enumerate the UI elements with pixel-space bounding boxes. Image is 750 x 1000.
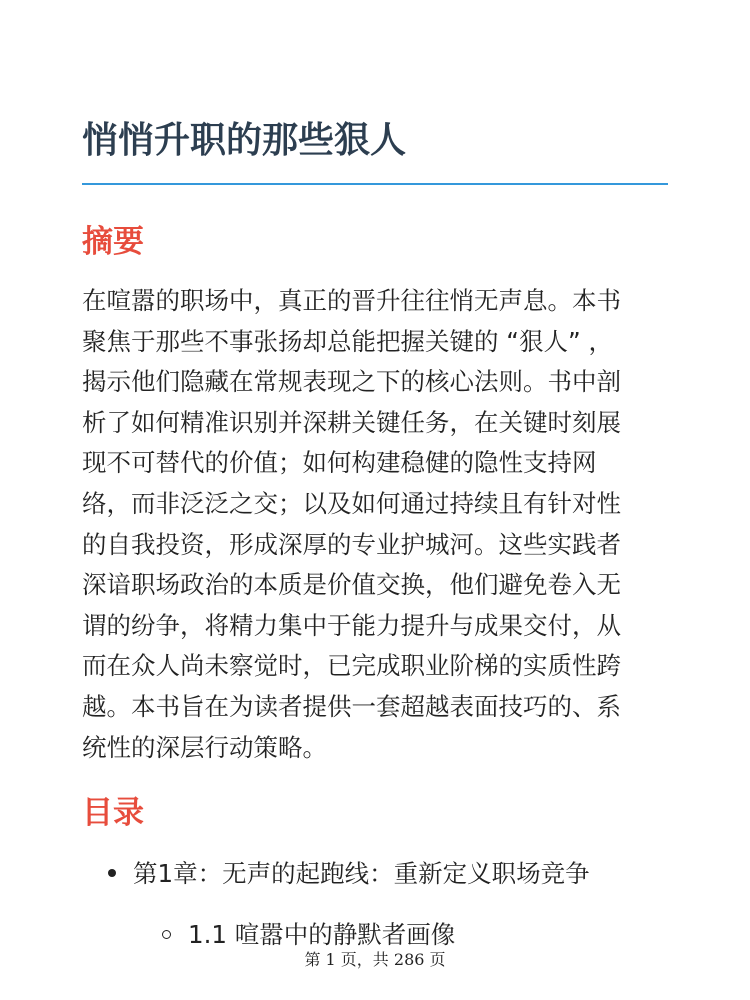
toc-heading: 目录 xyxy=(82,795,144,831)
abstract-line: 现不可替代的价值；如何构建稳健的隐性支持网 xyxy=(82,448,597,478)
abstract-line: 深谙职场政治的本质是价值交换，他们避免卷入无 xyxy=(82,570,621,600)
abstract-line: 析了如何精准识别并深耕关键任务，在关键时刻展 xyxy=(82,407,621,437)
bullet-circle-icon xyxy=(162,930,171,939)
abstract-line: 络，而非泛泛之交；以及如何通过持续且有针对性 xyxy=(82,488,621,518)
document-title: 悄悄升职的那些狠人 xyxy=(82,120,407,161)
abstract-paragraph xyxy=(82,281,672,768)
abstract-line: 的自我投资，形成深厚的专业护城河。这些实践者 xyxy=(82,529,621,559)
abstract-line: 越。本书旨在为读者提供一套超越表面技巧的、系 xyxy=(82,691,621,721)
abstract-line: 揭示他们隐藏在常规表现之下的核心法则。书中剖 xyxy=(82,367,621,397)
bullet-disc-icon xyxy=(108,869,116,877)
page-footer: 第 1 页，共 286 页 xyxy=(304,950,446,969)
abstract-line: 在喧嚣的职场中，真正的晋升往往悄无声息。本书 xyxy=(82,286,621,315)
abstract-heading: 摘要 xyxy=(82,224,144,260)
toc-chapter-label: 第1章：无声的起跑线：重新定义职场竞争 xyxy=(133,859,590,888)
abstract-line: 聚焦于那些不事张扬却总能把握关键的 “狠人” ， xyxy=(82,326,613,356)
abstract-line: 统性的深层行动策略。 xyxy=(82,732,327,762)
abstract-line: 而在众人尚未察觉时，已完成职业阶梯的实质性跨 xyxy=(82,651,621,681)
title-divider xyxy=(82,183,668,185)
toc-section-label: 1.1 喧嚣中的静默者画像 xyxy=(188,920,456,949)
toc-chapter-item[interactable] xyxy=(108,857,590,891)
toc-section-item[interactable] xyxy=(162,918,455,952)
abstract-line: 谓的纷争，将精力集中于能力提升与成果交付，从 xyxy=(82,610,621,640)
